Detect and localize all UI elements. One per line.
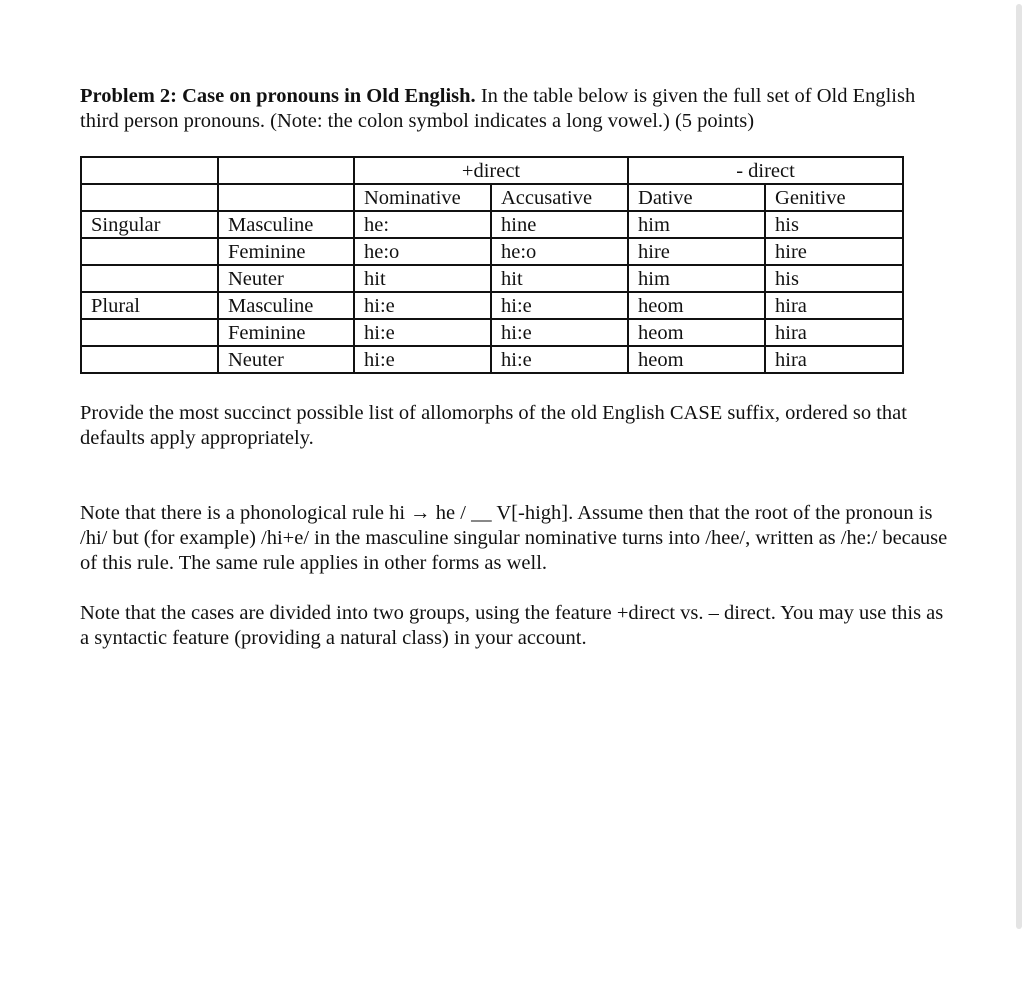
case-header-row (81, 184, 903, 211)
document-page (80, 84, 950, 651)
empty-cell (218, 157, 354, 184)
gender-cell: Masculine (218, 211, 354, 238)
gender-cell: Feminine (218, 319, 354, 346)
table-row (81, 211, 903, 238)
form-cell: heom (628, 319, 765, 346)
empty-cell (81, 157, 218, 184)
gender-cell: Feminine (218, 238, 354, 265)
form-cell: hi:e (354, 292, 491, 319)
table-row (81, 265, 903, 292)
gender-cell: Neuter (218, 265, 354, 292)
form-cell: his (765, 211, 903, 238)
empty-cell (81, 184, 218, 211)
header-genitive: Genitive (765, 184, 903, 211)
gender-cell: Neuter (218, 346, 354, 373)
form-cell: him (628, 211, 765, 238)
header-plus-direct: +direct (354, 157, 628, 184)
table-row (81, 319, 903, 346)
form-cell: hi:e (491, 319, 628, 346)
question-paragraph: Provide the most succinct possible list of allomorphs of the old English CASE suffix, ordered so that defaults apply appropriately. (80, 402, 907, 449)
number-cell (81, 265, 218, 292)
number-cell (81, 238, 218, 265)
form-cell: he:o (491, 238, 628, 265)
form-cell: hi:e (354, 319, 491, 346)
form-cell: heom (628, 346, 765, 373)
form-cell: he:o (354, 238, 491, 265)
form-cell: hit (491, 265, 628, 292)
form-cell: hira (765, 346, 903, 373)
pronoun-table-wrap (80, 156, 902, 374)
problem-title: Problem 2: Case on pronouns in Old English. (80, 85, 476, 107)
form-cell: he: (354, 211, 491, 238)
vertical-scrollbar[interactable] (1016, 4, 1022, 929)
form-cell: hit (354, 265, 491, 292)
problem-intro: In the table below is given the full set of Old English third person pronouns. (Note: the colon symbol indicates a long vowel.) (5 points) (80, 85, 916, 132)
number-cell: Singular (81, 211, 218, 238)
header-accusative: Accusative (491, 184, 628, 211)
form-cell: hi:e (354, 346, 491, 373)
header-minus-direct: - direct (628, 157, 903, 184)
number-cell (81, 346, 218, 373)
header-dative: Dative (628, 184, 765, 211)
direct-feature-note: Note that the cases are divided into two groups, using the feature +direct vs. – direct. You may use this as a syntactic feature (providing a natural class) in your account. (80, 602, 944, 649)
form-cell: his (765, 265, 903, 292)
form-cell: hi:e (491, 346, 628, 373)
form-cell: hire (628, 238, 765, 265)
phonological-rule-note: Note that there is a phonological rule hi → he / __ V[-high]. Assume then that the root of the pronoun is /hi/ but (for example) /hi+e/ in the masculine singular nominative turns into /hee/, written as /he:/ because of this rule. The same rule applies in other forms as well. (80, 502, 948, 574)
form-cell: him (628, 265, 765, 292)
form-cell: heom (628, 292, 765, 319)
table-row (81, 292, 903, 319)
form-cell: hi:e (491, 292, 628, 319)
number-cell (81, 319, 218, 346)
header-nominative: Nominative (354, 184, 491, 211)
gender-cell: Masculine (218, 292, 354, 319)
problem-statement (80, 84, 950, 134)
form-cell: hira (765, 319, 903, 346)
form-cell: hire (765, 238, 903, 265)
empty-cell (218, 184, 354, 211)
group-header-row (81, 157, 903, 184)
table-row (81, 238, 903, 265)
number-cell: Plural (81, 292, 218, 319)
pronoun-table (80, 156, 904, 374)
table-row (81, 346, 903, 373)
form-cell: hira (765, 292, 903, 319)
form-cell: hine (491, 211, 628, 238)
